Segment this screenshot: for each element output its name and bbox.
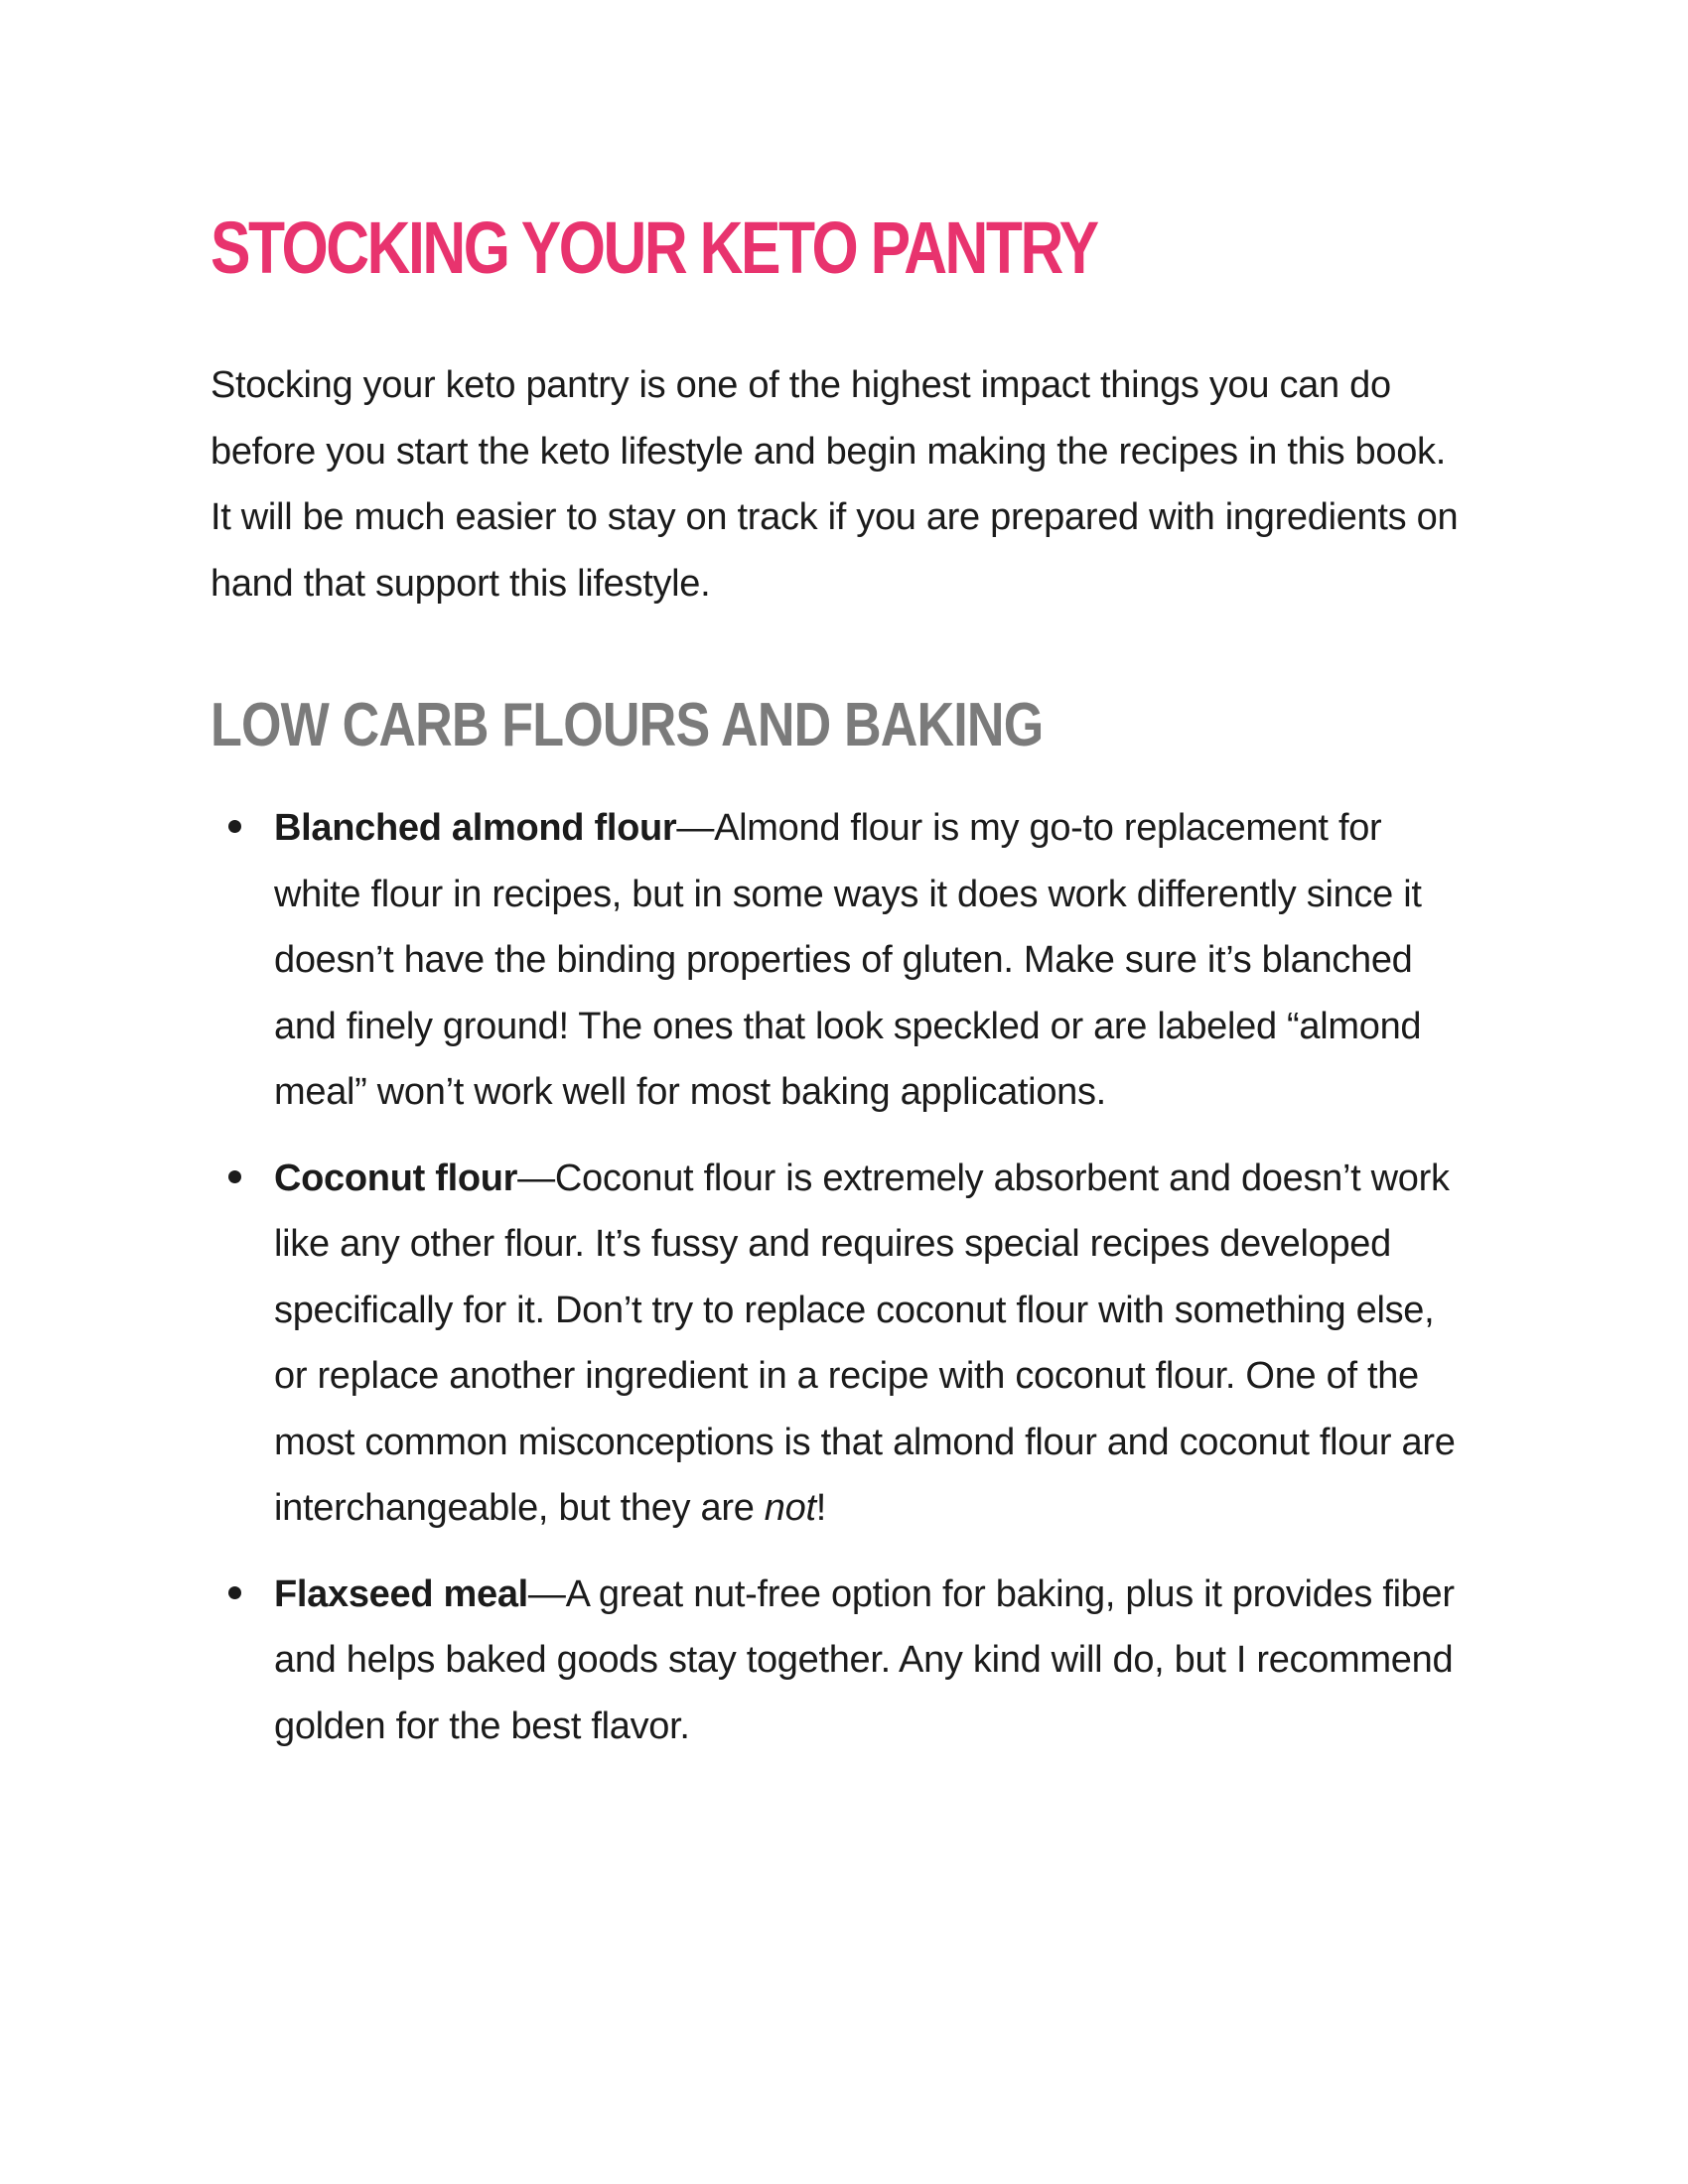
item-term: Flaxseed meal bbox=[274, 1572, 528, 1615]
section-heading: LOW CARB FLOURS AND BAKING bbox=[211, 691, 1044, 759]
bullet-icon bbox=[228, 1170, 241, 1183]
ingredient-list bbox=[211, 795, 1491, 1759]
page-content bbox=[211, 204, 1491, 1779]
intro-paragraph: Stocking your keto pantry is one of the highest impact things you can do before you start the keto lifestyle and begin making the recipes in this book. It will be much easier to stay on track if you are prepared with ingredients on hand that support this lifestyle. bbox=[211, 364, 1459, 605]
item-description: —Coconut flour is extremely absorbent and doesn’t work like any other flour. It’s fussy and requires special recipes developed specifically for it. Don’t try to replace coconut flour with something else, or replace another ingredient in a recipe with coconut flour. One of the most common misconceptions is that almond flour and coconut flour are interchangeable, but they are bbox=[274, 1157, 1456, 1529]
item-tail: ! bbox=[815, 1487, 826, 1529]
item-term: Blanched almond flour bbox=[274, 807, 677, 849]
item-term: Coconut flour bbox=[274, 1157, 518, 1199]
list-item-almond-flour bbox=[211, 795, 1456, 1126]
list-item-flaxseed-meal bbox=[211, 1562, 1456, 1760]
item-description: —A great nut-free option for baking, plus it provides fiber and helps baked goods stay together. Any kind will do, but I recommend golden for the best flavor. bbox=[274, 1572, 1455, 1747]
bullet-icon bbox=[228, 1586, 241, 1599]
page-title: STOCKING YOUR KETO PANTRY bbox=[211, 206, 1097, 289]
item-description: —Almond flour is my go-to replacement for white flour in recipes, but in some ways it does work differently since it doesn’t have the binding properties of gluten. Make sure it’s blanched and finely ground! The ones that look speckled or are labeled “almond meal” won’t work well for most baking applications. bbox=[274, 807, 1422, 1113]
bullet-icon bbox=[228, 820, 241, 833]
item-emphasis: not bbox=[764, 1487, 816, 1529]
list-item-coconut-flour bbox=[211, 1146, 1456, 1542]
